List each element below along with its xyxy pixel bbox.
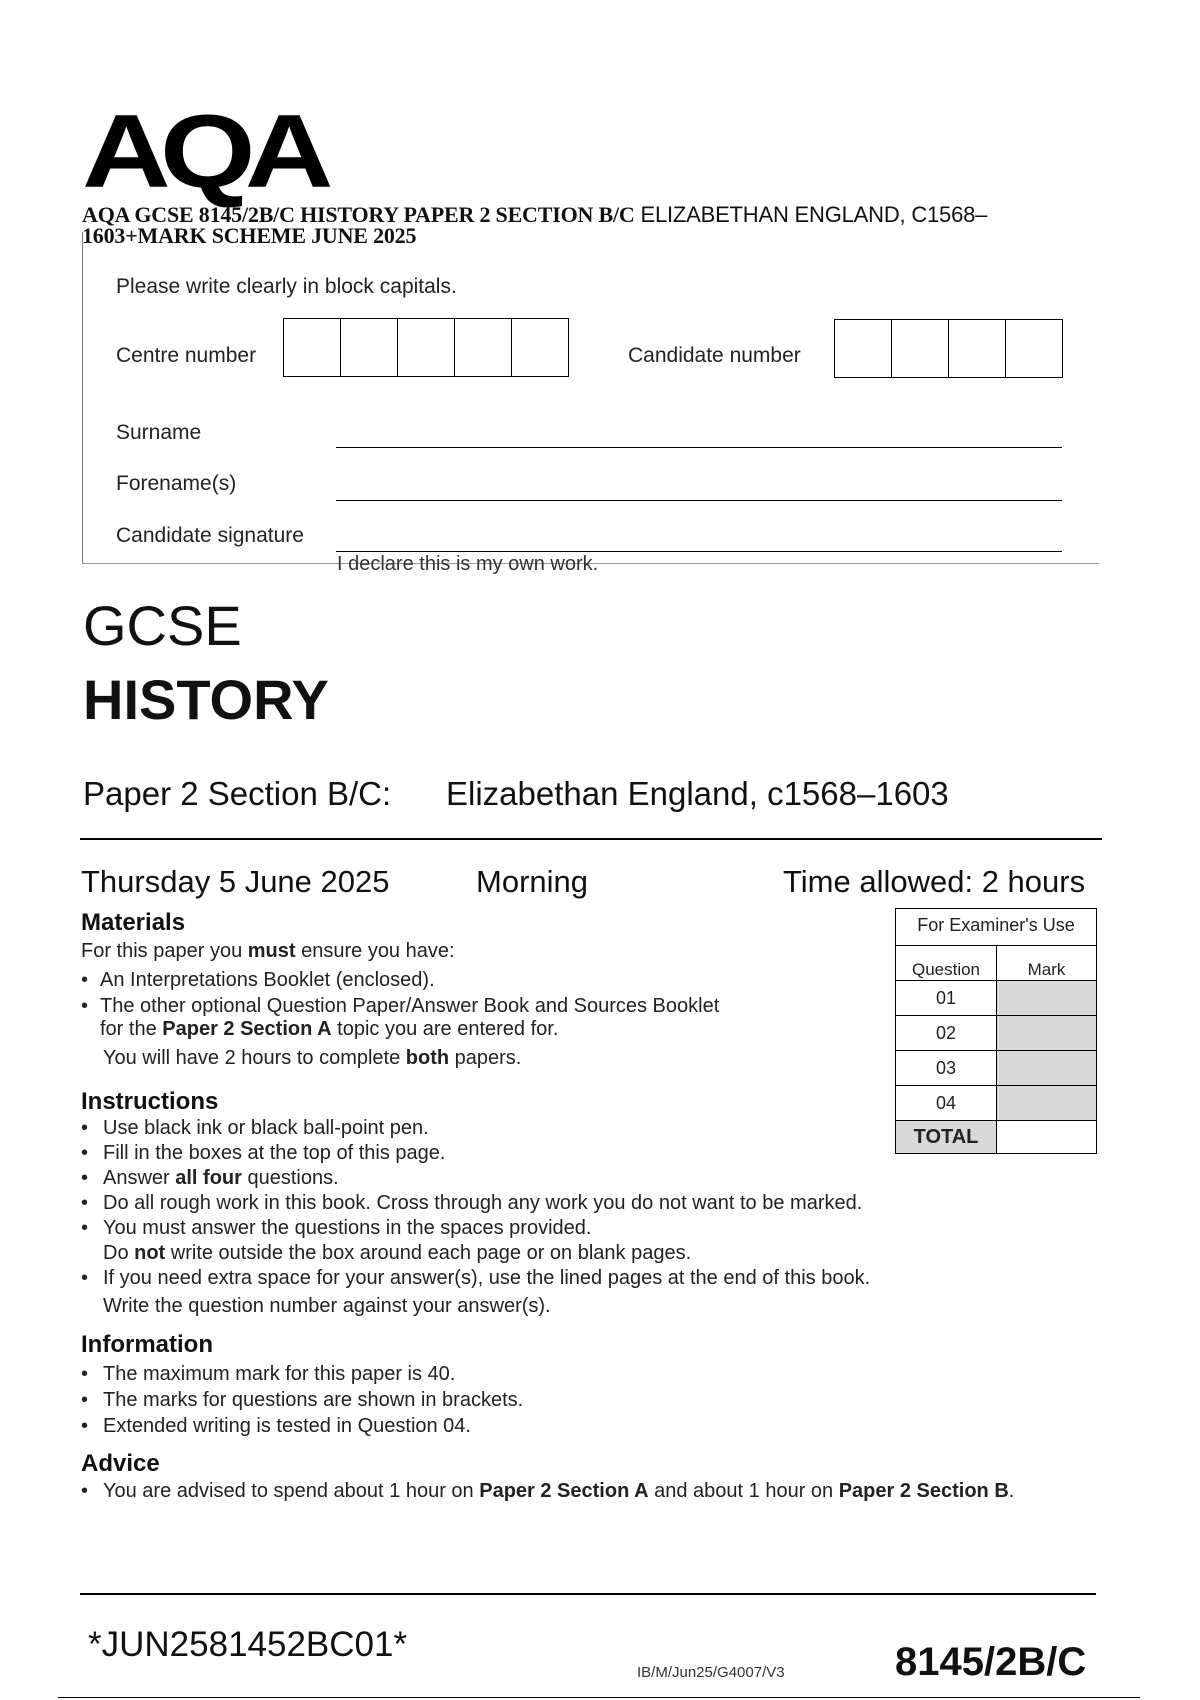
text: ensure you have:: [295, 940, 455, 962]
document-title-bold: AQA GCSE 8145/2B/C HISTORY PAPER 2 SECTION B/C: [82, 202, 635, 227]
form-instruction: Please write clearly in block capitals.: [116, 275, 457, 298]
text: questions.: [241, 1167, 339, 1189]
qualification-level: GCSE: [83, 594, 242, 657]
text: write outside the box around each page or on blank pages.: [165, 1242, 692, 1264]
text: Do: [103, 1242, 135, 1264]
exam-session: Morning: [476, 864, 588, 899]
centre-number-box[interactable]: [284, 319, 341, 376]
aqa-logo: AQA: [82, 94, 323, 210]
advice-section: [81, 1450, 1131, 1503]
mark-cell: [997, 1086, 1096, 1120]
barcode-text: *JUN2581452BC01*: [88, 1625, 408, 1664]
table-row: [896, 1016, 1096, 1051]
examiner-table-header: [896, 946, 1096, 981]
emphasis: Paper 2 Section A: [479, 1480, 649, 1502]
emphasis: Paper 2 Section B: [838, 1480, 1009, 1502]
materials-list: [81, 969, 881, 1041]
declaration-text: I declare this is my own work.: [337, 553, 599, 575]
candidate-number-box[interactable]: [949, 320, 1006, 377]
document-title-rest: ELIZABETHAN ENGLAND, C1568–: [634, 202, 988, 227]
emphasis: not: [134, 1242, 166, 1264]
paper-code: 8145/2B/C: [895, 1640, 1087, 1684]
centre-number-box[interactable]: [341, 319, 398, 376]
information-section: [81, 1331, 971, 1439]
materials-intro: [81, 940, 881, 963]
materials-note: [81, 1047, 881, 1070]
paper-label: Paper 2 Section B/C:: [83, 775, 392, 812]
text: You are advised to spend about 1 hour on: [103, 1480, 480, 1502]
document-title-line2: 1603+MARK SCHEME JUNE 2025: [82, 223, 417, 248]
text: and about 1 hour on: [648, 1480, 839, 1502]
advice-heading: Advice: [81, 1450, 160, 1477]
information-heading: Information: [81, 1331, 213, 1358]
text: You must answer the questions in the spaces provided.: [103, 1217, 592, 1239]
time-allowed: Time allowed: 2 hours: [783, 864, 1086, 899]
text: If you need extra space for your answer(s), use the lined pages at the end of this book.: [103, 1267, 871, 1289]
candidate-number-label: Candidate number: [628, 344, 801, 367]
centre-number-box[interactable]: [398, 319, 455, 376]
emphasis: must: [247, 940, 296, 962]
signature-field[interactable]: [336, 551, 1062, 552]
advice-list: [81, 1480, 1131, 1503]
list-item: [81, 1266, 971, 1291]
materials-heading: Materials: [81, 909, 186, 936]
instructions-heading: Instructions: [81, 1088, 219, 1115]
text: papers.: [449, 1047, 522, 1069]
footer-divider: [80, 1593, 1096, 1595]
text: An Interpretations Booklet (enclosed).: [100, 969, 435, 991]
mark-column-header: Mark: [1027, 960, 1066, 979]
list-item: [81, 1480, 1131, 1503]
list-item: [81, 1216, 971, 1266]
question-number: 04: [896, 1086, 997, 1120]
question-number: 03: [896, 1051, 997, 1085]
list-item: • Use black ink or black ball-point pen.: [81, 1116, 971, 1141]
emphasis: Paper 2 Section A: [162, 1018, 332, 1040]
examiner-use-table: [895, 908, 1097, 1154]
emphasis: both: [405, 1047, 450, 1069]
text: .: [1008, 1480, 1015, 1502]
reference-code: IB/M/Jun25/G4007/V3: [637, 1664, 785, 1681]
candidate-number-box[interactable]: [1006, 320, 1062, 377]
list-item: • Fill in the boxes at the top of this page.: [81, 1141, 971, 1166]
mark-cell: [997, 981, 1096, 1015]
text: Answer: [103, 1167, 176, 1189]
table-row: [896, 1086, 1096, 1121]
table-row: [896, 1051, 1096, 1086]
centre-number-box[interactable]: [455, 319, 512, 376]
list-item: [81, 1166, 971, 1191]
paper-topic: Elizabethan England, c1568–1603: [446, 775, 949, 812]
mark-cell: [997, 1051, 1096, 1085]
instructions-list: [81, 1116, 971, 1291]
question-column-header: Question: [896, 946, 997, 980]
list-item: [81, 969, 881, 992]
surname-label: Surname: [116, 421, 202, 444]
centre-number-label: Centre number: [116, 344, 257, 367]
exam-date: Thursday 5 June 2025: [81, 864, 390, 899]
total-row: [896, 1121, 1096, 1153]
candidate-number-box[interactable]: [835, 320, 892, 377]
materials-section: [81, 909, 881, 1070]
signature-label: Candidate signature: [116, 524, 304, 547]
table-row: [896, 981, 1096, 1016]
subject-title: HISTORY: [83, 668, 329, 731]
text: The other optional Question Paper/Answer Book and Sources Booklet: [100, 995, 720, 1017]
list-item: • Do all rough work in this book. Cross through any work you do not want to be marked.: [81, 1191, 971, 1216]
list-item: [81, 995, 881, 1041]
examiner-table-caption: For Examiner's Use: [896, 909, 1096, 946]
text: You will have 2 hours to complete: [103, 1047, 406, 1069]
divider: [80, 838, 1102, 840]
instructions-note: Write the question number against your answer(s).: [103, 1295, 551, 1317]
list-item: • The marks for questions are shown in brackets.: [81, 1387, 971, 1413]
instructions-section: [81, 1088, 971, 1318]
mark-cell: [997, 1016, 1096, 1050]
text: For this paper you: [81, 940, 248, 962]
bottom-rule: [58, 1697, 1140, 1698]
forename-field[interactable]: [336, 500, 1062, 501]
candidate-number-boxes[interactable]: [834, 319, 1063, 378]
total-label: TOTAL: [896, 1121, 997, 1153]
text: for the: [100, 1018, 163, 1040]
list-item: • Extended writing is tested in Question 04.: [81, 1413, 971, 1439]
question-number: 02: [896, 1016, 997, 1050]
forename-label: Forename(s): [116, 472, 237, 495]
list-item: • The maximum mark for this paper is 40.: [81, 1361, 971, 1387]
emphasis: all four: [175, 1167, 242, 1189]
text: topic you are entered for.: [331, 1018, 559, 1040]
candidate-number-box[interactable]: [892, 320, 949, 377]
surname-field[interactable]: [336, 447, 1062, 448]
centre-number-boxes[interactable]: [283, 318, 569, 377]
question-number: 01: [896, 981, 997, 1015]
centre-number-box[interactable]: [512, 319, 568, 376]
total-mark-cell: [997, 1121, 1096, 1153]
information-list: [81, 1361, 971, 1439]
